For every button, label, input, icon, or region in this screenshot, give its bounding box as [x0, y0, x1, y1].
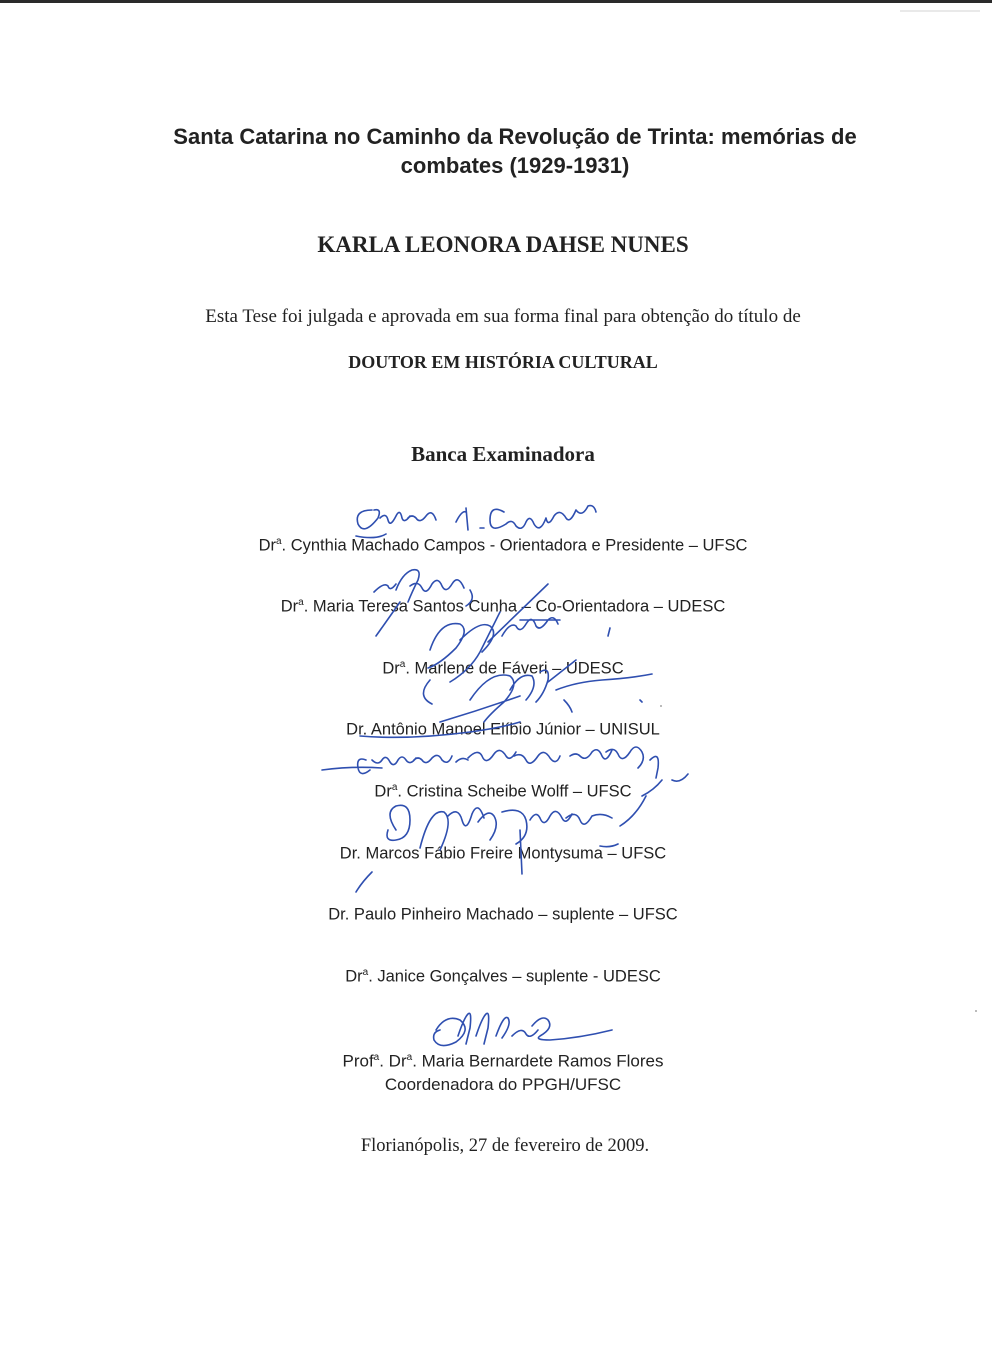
- member-5-prefix: Dr: [374, 782, 392, 801]
- signature-faveri: [423, 612, 610, 704]
- member-3-text: . Marlene de Fáveri – UDESC: [405, 659, 624, 678]
- member-2-text: . Maria Teresa Santos Cunha – Co-Orientadora – UDESC: [303, 597, 726, 616]
- coordinator-role: Coordenadora do PPGH/UFSC: [384, 1074, 622, 1094]
- member-8: [0, 967, 992, 987]
- approval-statement: Esta Tese foi julgada e aprovada em sua forma final para obtenção do título de: [205, 306, 801, 327]
- member-8-prefix: Dr: [345, 967, 363, 986]
- coordinator-block: [0, 1046, 992, 1096]
- member-3: [0, 659, 992, 679]
- board-heading: Banca Examinadora: [411, 442, 595, 466]
- speck-2: [660, 705, 662, 707]
- member-1-text: . Cynthia Machado Campos - Orientadora e Presidente – UFSC: [281, 536, 748, 555]
- coordinator-prefix-2: . Dr: [379, 1051, 407, 1071]
- member-7: [0, 905, 992, 925]
- thesis-title-line-2: combates (1929-1931): [400, 153, 630, 178]
- member-8-text: . Janice Gonçalves – suplente - UDESC: [368, 967, 661, 986]
- member-4: [0, 720, 992, 740]
- member-1-prefix: Dr: [258, 536, 276, 555]
- thesis-title: [150, 122, 880, 180]
- member-2: [0, 597, 992, 617]
- coordinator-sup-2: a: [406, 1052, 413, 1063]
- thesis-title-line-1: Santa Catarina no Caminho da Revolução de Trinta: memórias de: [173, 124, 857, 149]
- degree-title: DOUTOR EM HISTÓRIA CULTURAL: [348, 352, 658, 372]
- place-and-date: Florianópolis, 27 de fevereiro de 2009.: [360, 1136, 650, 1156]
- member-5-sup: a: [391, 782, 398, 793]
- member-8-sup: a: [362, 967, 369, 978]
- member-1: [0, 536, 992, 556]
- member-6: [0, 844, 992, 864]
- coordinator-name-text: . Maria Bernardete Ramos Flores: [412, 1051, 664, 1071]
- member-3-prefix: Dr: [382, 659, 400, 678]
- member-6-prefix: Dr. Marcos Fábio Freire Montysuma – UFSC: [339, 844, 667, 863]
- signature-campos: [356, 506, 596, 538]
- member-1-sup: a: [275, 536, 282, 547]
- member-2-prefix: Dr: [280, 597, 299, 616]
- coordinator-prefix-1: Prof: [342, 1051, 374, 1071]
- member-2-sup: a: [298, 597, 304, 608]
- member-5: [0, 782, 992, 802]
- coordinator-name: [0, 1046, 992, 1073]
- signature-flores: [434, 1013, 612, 1045]
- member-5-text: . Cristina Scheibe Wolff – UFSC: [397, 782, 632, 801]
- author-name: KARLA LEONORA DAHSE NUNES: [317, 232, 689, 257]
- member-4-prefix: Dr. Antônio Manoel Elíbio Júnior – UNISUL: [346, 720, 660, 739]
- member-3-sup: a: [399, 659, 406, 670]
- scan-mark: [900, 10, 980, 12]
- member-7-prefix: Dr. Paulo Pinheiro Machado – suplente – UFSC: [328, 905, 678, 924]
- coordinator-sup-1: a: [373, 1052, 380, 1063]
- speck-1: [975, 1010, 977, 1012]
- page-top-edge: [0, 0, 992, 3]
